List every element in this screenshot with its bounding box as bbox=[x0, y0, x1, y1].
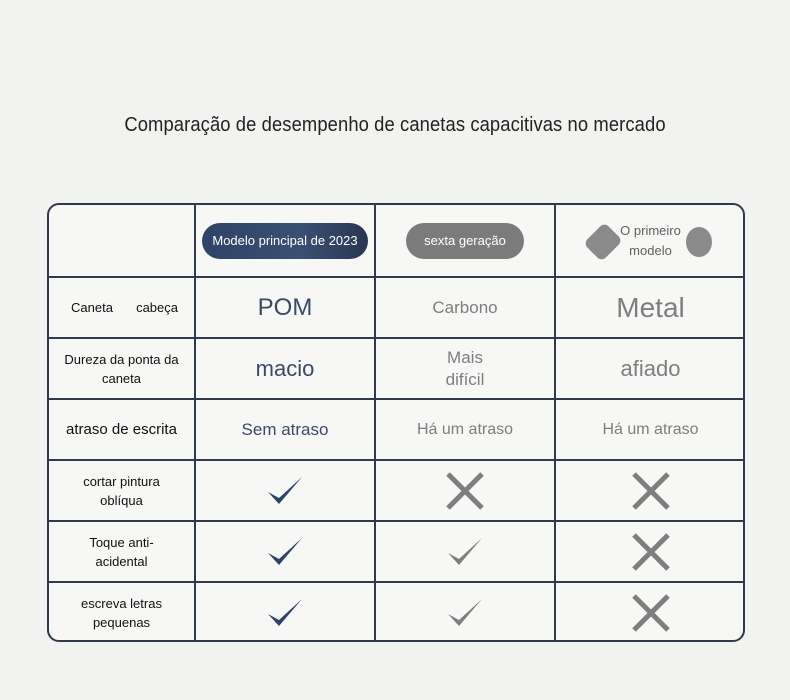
cell-main-oblique bbox=[195, 460, 375, 521]
cell-sixth-pen-head: Carbono bbox=[375, 277, 555, 338]
row-label-part: Caneta bbox=[71, 300, 113, 315]
cell-first-small-letters bbox=[555, 582, 745, 642]
first-model-label-line1: O primeiro bbox=[620, 222, 681, 238]
cell-line: Mais bbox=[447, 347, 483, 367]
header-cell-sixth-gen bbox=[375, 205, 555, 277]
row-label-hardness bbox=[49, 338, 195, 399]
cell-main-anti-touch bbox=[195, 521, 375, 582]
row-label-line: pequenas bbox=[92, 615, 151, 630]
cross-icon bbox=[631, 532, 671, 572]
table-row bbox=[49, 582, 745, 642]
cell-first-hardness: afiado bbox=[555, 338, 745, 399]
check-icon bbox=[445, 595, 485, 631]
cross-icon bbox=[631, 471, 671, 511]
cell-sixth-anti-touch bbox=[375, 521, 555, 582]
row-label-line: Toque anti- bbox=[89, 534, 154, 550]
cell-sixth-writing-delay: Há um atraso bbox=[375, 399, 555, 460]
header-cell-main-model bbox=[195, 205, 375, 277]
row-label-line: caneta bbox=[101, 370, 142, 386]
table-row bbox=[49, 277, 745, 338]
cell-main-small-letters bbox=[195, 582, 375, 642]
table-row bbox=[49, 399, 745, 460]
row-label-line: escreva letras bbox=[81, 596, 162, 611]
row-label-part: cabeça bbox=[136, 300, 178, 315]
row-label-line: acidental bbox=[95, 553, 148, 569]
badge-blob-decoration bbox=[583, 222, 623, 262]
check-icon bbox=[265, 595, 305, 631]
header-empty-cell bbox=[49, 205, 195, 277]
badge-blob-decoration bbox=[686, 227, 712, 257]
cell-sixth-oblique bbox=[375, 460, 555, 521]
check-icon bbox=[265, 534, 305, 570]
cell-main-hardness: macio bbox=[195, 338, 375, 399]
main-model-badge: Modelo principal de 2023 bbox=[202, 223, 367, 259]
cell-line: difícil bbox=[445, 369, 485, 389]
row-label-line: Dureza da ponta da bbox=[64, 351, 179, 367]
header-row bbox=[49, 205, 745, 277]
cell-main-pen-head: POM bbox=[195, 277, 375, 338]
first-model-label-line2: modelo bbox=[629, 242, 672, 258]
row-label-small-letters bbox=[49, 582, 195, 642]
cell-first-anti-touch bbox=[555, 521, 745, 582]
header-cell-first-model bbox=[555, 205, 745, 277]
cell-main-writing-delay: Sem atraso bbox=[195, 399, 375, 460]
table-row bbox=[49, 521, 745, 582]
check-icon bbox=[445, 534, 485, 570]
sixth-gen-badge: sexta geração bbox=[406, 223, 524, 259]
row-label-oblique-painting: cortar pintura oblíqua bbox=[49, 460, 195, 521]
cross-icon bbox=[445, 471, 485, 511]
row-label-pen-head bbox=[49, 277, 195, 338]
page-title: Comparação de desempenho de canetas capacitivas no mercado bbox=[124, 114, 666, 136]
cell-sixth-hardness bbox=[375, 338, 555, 399]
row-label-writing-delay: atraso de escrita bbox=[49, 399, 195, 460]
first-model-badge bbox=[592, 219, 710, 263]
cross-icon bbox=[631, 593, 671, 633]
cell-sixth-small-letters bbox=[375, 582, 555, 642]
cell-first-oblique bbox=[555, 460, 745, 521]
table-row bbox=[49, 338, 745, 399]
check-icon bbox=[265, 473, 305, 509]
table-row bbox=[49, 460, 745, 521]
cell-first-writing-delay: Há um atraso bbox=[555, 399, 745, 460]
comparison-table bbox=[47, 203, 745, 642]
row-label-anti-touch bbox=[49, 521, 195, 582]
cell-first-pen-head: Metal bbox=[555, 277, 745, 338]
